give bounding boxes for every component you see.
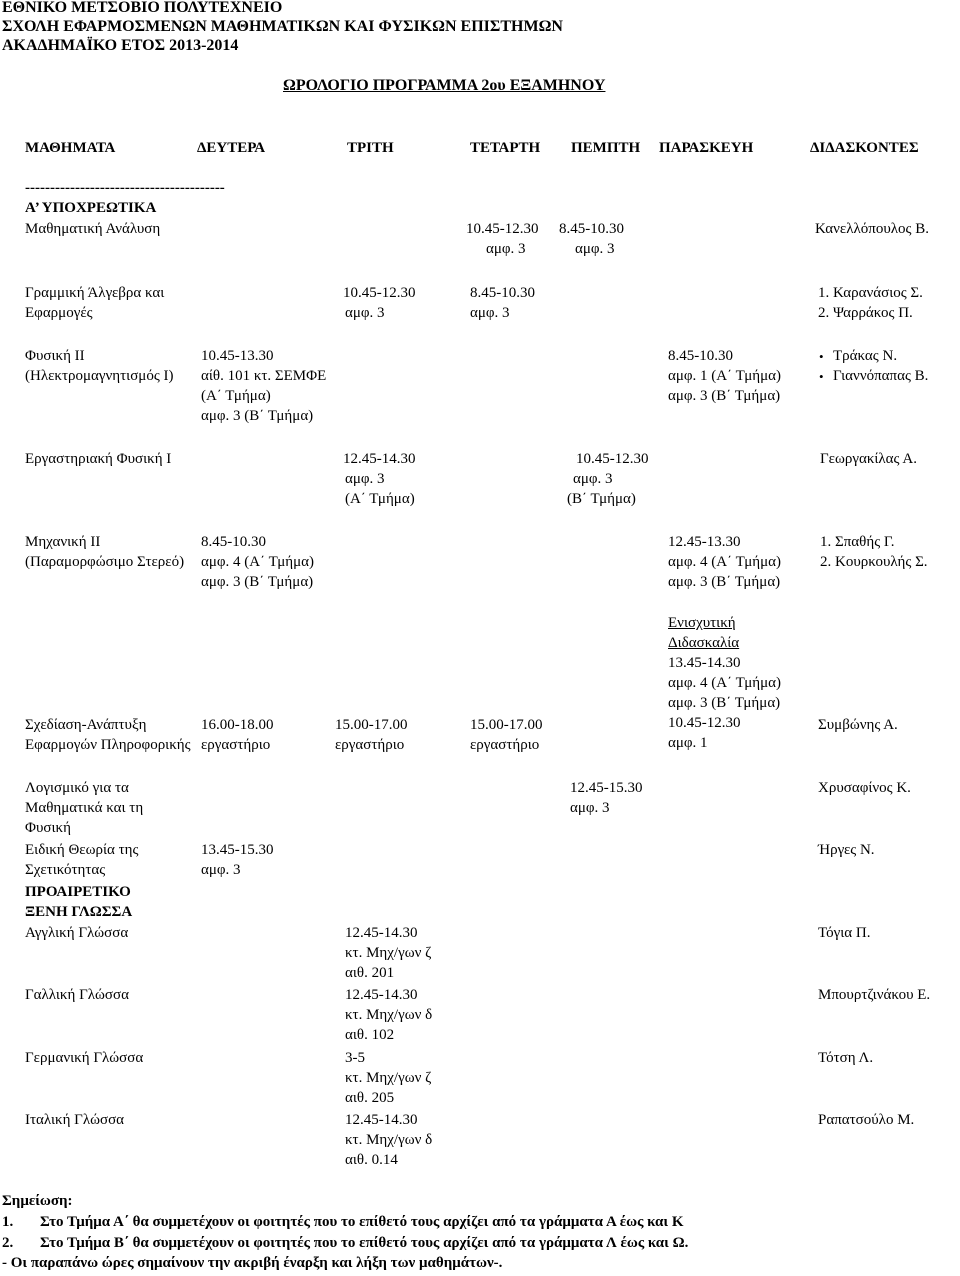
thursday-section-a: αμφ. 1 (Α΄ Τμήμα) (668, 368, 781, 384)
tuesday-time: 12.45-14.30 (345, 1112, 418, 1128)
tuesday-building: κτ. Μηχ/γων ζ (345, 945, 432, 961)
note-1: Στο Τμήμα Α΄ θα συμμετέχουν οι φοιτητές που το επίθετό τους αρχίζει από τα γράμματα Α έως και Κ (40, 1214, 684, 1230)
monday-section-b: αμφ. 3 (Β΄ Τμήμα) (201, 408, 314, 424)
friday-section-b: αμφ. 3 (Β΄ Τμήμα) (668, 574, 781, 590)
thursday-section: (Β΄ Τμήμα) (567, 491, 636, 507)
tuesday-room: αμφ. 3 (345, 471, 385, 487)
note-2: Στο Τμήμα Β΄ θα συμμετέχουν οι φοιτητές που το επίθετό τους αρχίζει από τα γράμματα Λ έως και Ω. (40, 1235, 689, 1251)
notes-title: Σημείωση: (2, 1193, 73, 1209)
instructor-1: 1. Καρανάσιος Σ. (818, 285, 923, 301)
remedial-time: 13.45-14.30 (668, 655, 741, 671)
course-name: Ιταλική Γλώσσα (25, 1112, 125, 1128)
course-name: Γαλλική Γλώσσα (25, 987, 129, 1003)
tuesday-time: 12.45-14.30 (345, 987, 418, 1003)
university-name: ΕΘΝΙΚΟ ΜΕΤΣΟΒΙΟ ΠΟΛΥΤΕΧΝΕΙΟ (2, 0, 283, 16)
course-name: Μηχανική ΙΙ (25, 534, 101, 550)
course-name-line2: Εφαρμογές (25, 305, 93, 321)
course-name: Φυσική ΙΙ (25, 348, 85, 364)
col-header-monday: ΔΕΥΤΕΡΑ (197, 140, 266, 156)
thursday-section-b: αμφ. 3 (Β΄ Τμήμα) (668, 388, 781, 404)
section-required: Α’ ΥΠΟΧΡΕΩΤΙΚΑ (25, 200, 157, 216)
wednesday-room: αμφ. 3 (486, 241, 526, 257)
instructor: Κανελλόπουλος Β. (815, 221, 929, 237)
course-name: Ειδική Θεωρία της (25, 842, 139, 858)
tuesday-room: αιθ. 205 (345, 1090, 395, 1106)
wednesday-room: αμφ. 3 (470, 305, 510, 321)
instructor-2: • Γιαννόπαπας Β. (833, 367, 928, 386)
monday-time: 8.45-10.30 (201, 534, 266, 550)
divider: ---------------------------------------- (25, 180, 225, 196)
course-name: Εργαστηριακή Φυσική Ι (25, 451, 172, 467)
academic-year: ΑΚΑΔΗΜΑΪΚΟ ΕΤΟΣ 2013-2014 (2, 37, 239, 54)
tuesday-time: 12.45-14.30 (343, 451, 416, 467)
monday-room: αμφ. 3 (201, 862, 241, 878)
instructor: Χρυσαφίνος Κ. (818, 780, 911, 796)
course-name: Μαθηματική Ανάλυση (25, 221, 161, 237)
course-name-line2: (Παραμορφώσιμο Στερεό) (25, 554, 185, 570)
section-foreign-language: ΞΕΝΗ ΓΛΩΣΣΑ (25, 904, 133, 920)
thursday-room: αμφ. 3 (573, 471, 613, 487)
instructor: Μπουρτζινάκου Ε. (818, 987, 931, 1003)
tuesday-section: (Α΄ Τμήμα) (345, 491, 415, 507)
wednesday-time: 10.45-12.30 (466, 221, 539, 237)
tuesday-room: αιθ. 0.14 (345, 1152, 398, 1168)
friday-time: 10.45-12.30 (668, 715, 741, 731)
thursday-room: αμφ. 3 (570, 800, 610, 816)
thursday-time: 12.45-15.30 (570, 780, 643, 796)
course-name-line3: Φυσική (25, 820, 71, 836)
remedial-section-b: αμφ. 3 (Β΄ Τμήμα) (668, 695, 781, 711)
instructor: Τόγια Π. (818, 925, 871, 941)
instructor: Ραπατσούλο Μ. (818, 1112, 915, 1128)
tuesday-room: αιθ. 102 (345, 1027, 395, 1043)
friday-room: αμφ. 1 (668, 735, 708, 751)
col-header-friday: ΠΑΡΑΣΚΕΥΗ (659, 140, 754, 156)
tuesday-time: 10.45-12.30 (343, 285, 416, 301)
thursday-time: 8.45-10.30 (668, 348, 733, 364)
tuesday-time: 12.45-14.30 (345, 925, 418, 941)
col-header-wednesday: ΤΕΤΑΡΤΗ (470, 140, 541, 156)
col-header-courses: ΜΑΘΗΜΑΤΑ (25, 140, 116, 156)
note-1-number: 1. (2, 1214, 14, 1230)
tuesday-room: εργαστήριο (335, 737, 405, 753)
wednesday-room: εργαστήριο (470, 737, 540, 753)
wednesday-time: 15.00-17.00 (470, 717, 543, 733)
course-name: Γραμμική Άλγεβρα και (25, 285, 165, 301)
instructor-1: • Τράκας Ν. (833, 347, 897, 366)
col-header-tuesday: ΤΡΙΤΗ (347, 140, 394, 156)
thursday-room: αμφ. 3 (575, 241, 615, 257)
monday-section-a: (Α΄ Τμήμα) (201, 388, 271, 404)
monday-time: 16.00-18.00 (201, 717, 274, 733)
course-name-line2: Μαθηματικά και τη (25, 800, 144, 816)
monday-time: 10.45-13.30 (201, 348, 274, 364)
instructor-2: 2. Ψαρράκος Π. (818, 305, 913, 321)
col-header-thursday: ΠΕΜΠΤΗ (571, 140, 641, 156)
course-name-line2: Εφαρμογών Πληροφορικής (25, 737, 191, 753)
course-name-line2: (Ηλεκτρομαγνητισμός Ι) (25, 368, 174, 384)
section-optional: ΠΡΟΑΙΡΕΤΙΚΟ (25, 884, 131, 900)
monday-section-b: αμφ. 3 (Β΄ Τμήμα) (201, 574, 314, 590)
remedial-title-line2: Διδασκαλία (668, 635, 740, 651)
course-name: Σχεδίαση-Ανάπτυξη (25, 717, 147, 733)
col-header-instructors: ΔΙΔΑΣΚΟΝΤΕΣ (810, 140, 919, 156)
monday-time: 13.45-15.30 (201, 842, 274, 858)
instructor: Τότση Λ. (818, 1050, 874, 1066)
monday-section-a: αμφ. 4 (Α΄ Τμήμα) (201, 554, 314, 570)
course-name-line2: Σχετικότητας (25, 862, 106, 878)
instructor-2: 2. Κουρκουλής Σ. (820, 554, 928, 570)
monday-room: αίθ. 101 κτ. ΣΕΜΦΕ (201, 368, 327, 384)
monday-room: εργαστήριο (201, 737, 271, 753)
friday-time: 12.45-13.30 (668, 534, 741, 550)
tuesday-time: 15.00-17.00 (335, 717, 408, 733)
friday-section-a: αμφ. 4 (Α΄ Τμήμα) (668, 554, 781, 570)
remedial-section-a: αμφ. 4 (Α΄ Τμήμα) (668, 675, 781, 691)
tuesday-building: κτ. Μηχ/γων δ (345, 1007, 433, 1023)
course-name: Αγγλική Γλώσσα (25, 925, 129, 941)
tuesday-building: κτ. Μηχ/γων δ (345, 1132, 433, 1148)
school-name: ΣΧΟΛΗ ΕΦΑΡΜΟΣΜΕΝΩΝ ΜΑΘΗΜΑΤΙΚΩΝ ΚΑΙ ΦΥΣΙΚΩΝ ΕΠΙΣΤΗΜΩΝ (2, 18, 563, 35)
tuesday-room: αμφ. 3 (345, 305, 385, 321)
wednesday-time: 8.45-10.30 (470, 285, 535, 301)
tuesday-time: 3-5 (345, 1050, 365, 1066)
note-3: - Οι παραπάνω ώρες σημαίνουν την ακριβή έναρξη και λήξη των μαθημάτων-. (2, 1255, 503, 1271)
instructor: Ήργες Ν. (818, 842, 875, 858)
course-name: Λογισμικό για τα (25, 780, 129, 796)
page-title: ΩΡΟΛΟΓΙΟ ΠΡΟΓΡΑΜΜΑ 2ου ΕΞΑΜΗΝΟΥ (283, 77, 606, 94)
tuesday-building: κτ. Μηχ/γων ζ (345, 1070, 432, 1086)
thursday-time: 10.45-12.30 (576, 451, 649, 467)
tuesday-room: αιθ. 201 (345, 965, 395, 981)
remedial-title: Ενισχυτική (668, 615, 736, 631)
instructor: Γεωργακίλας Α. (820, 451, 917, 467)
thursday-time: 8.45-10.30 (559, 221, 624, 237)
note-2-number: 2. (2, 1235, 14, 1251)
instructor: Συμβώνης Α. (818, 717, 898, 733)
instructor-1: 1. Σπαθής Γ. (820, 534, 895, 550)
course-name: Γερμανική Γλώσσα (25, 1050, 144, 1066)
